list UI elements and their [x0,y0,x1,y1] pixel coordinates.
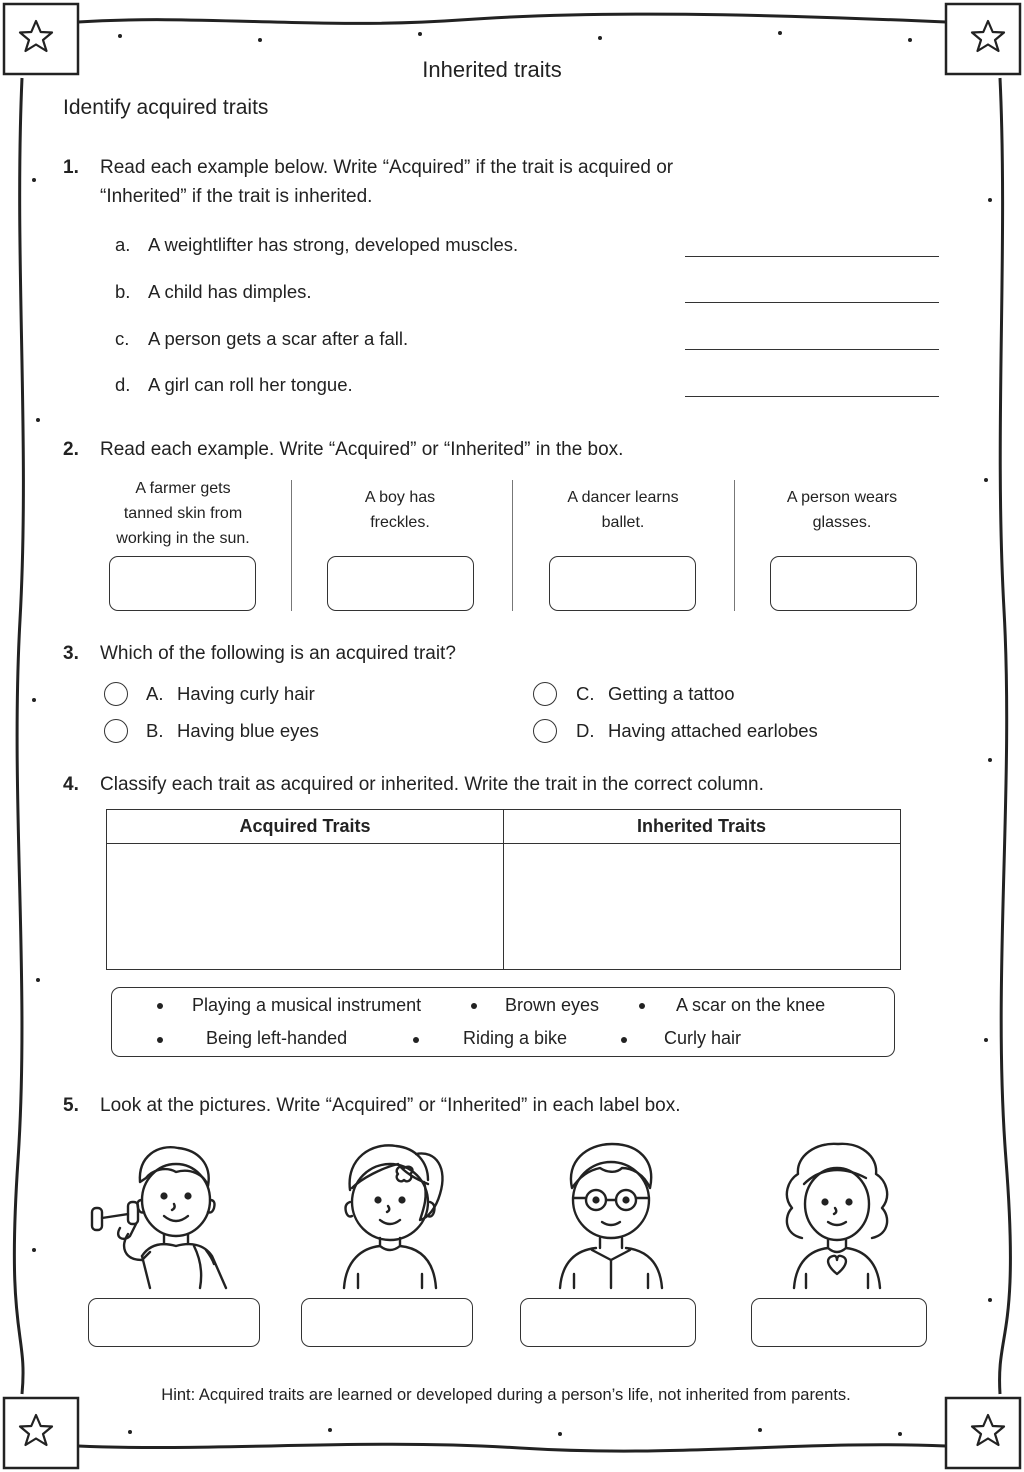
word-bank-item: Brown eyes [505,995,600,1015]
bullet-icon [413,1037,419,1043]
question-1-item-letter: c. [115,328,130,349]
caption-line: A person wears [786,489,898,506]
table-header-acquired: Acquired Traits [107,810,503,844]
radio-option-d[interactable] [533,719,557,743]
caption-line: tanned skin from [123,505,243,522]
question-1-item-text: A person gets a scar after a fall. [148,328,409,349]
star-icon [972,21,1004,51]
inherited-column-cell[interactable] [504,844,900,969]
girl-with-ponytail-icon [332,1138,452,1290]
question-1-text-line: Read each example below. Write “Acquired” if the trait is acquired or [100,157,674,178]
label-box[interactable] [751,1298,927,1347]
label-box[interactable] [88,1298,260,1347]
word-bank-item: Curly hair [664,1028,742,1048]
star-icon [20,21,52,51]
classification-table [106,809,901,970]
answer-box[interactable] [109,556,256,611]
bullet-icon [157,1003,163,1009]
option-label: Having blue eyes [177,720,319,741]
answer-line[interactable] [685,256,939,257]
option-letter: B. [146,720,164,741]
question-3-text: Which of the following is an acquired trait? [100,643,456,664]
question-2-number: 2. [63,439,79,460]
option-letter: C. [576,683,595,704]
hint-text: Hint: Acquired traits are learned or developed during a person’s life, not inherited from parents. [161,1386,851,1404]
radio-option-c[interactable] [533,682,557,706]
table-header-inherited: Inherited Traits [503,810,900,844]
question-5-number: 5. [63,1095,79,1116]
question-1-number: 1. [63,157,79,178]
question-1-item-text: A weightlifter has strong, developed muscles. [148,234,519,255]
caption-line: glasses. [812,514,872,531]
boy-lifting-dumbbell-icon [80,1138,250,1290]
radio-option-a[interactable] [104,682,128,706]
bullet-icon [471,1003,477,1009]
question-1-text [100,153,673,211]
question-3-number: 3. [63,643,79,664]
page-title: Inherited traits [422,57,562,82]
bullet-icon [639,1003,645,1009]
bullet-icon [621,1037,627,1043]
word-bank-item: Playing a musical instrument [192,995,422,1015]
question-2-text: Read each example. Write “Acquired” or “Inherited” in the box. [100,439,624,460]
caption-line: freckles. [370,514,430,531]
option-label: Getting a tattoo [608,683,735,704]
example-caption [762,485,922,535]
column-divider [512,480,513,611]
word-bank-item: Riding a bike [463,1028,568,1048]
question-4-text: Classify each trait as acquired or inherited. Write the trait in the correct column. [100,774,764,795]
answer-box[interactable] [549,556,696,611]
acquired-column-cell[interactable] [107,844,503,969]
question-1-text-line: “Inherited” if the trait is inherited. [100,186,373,207]
option-letter: D. [576,720,595,741]
question-5-text: Look at the pictures. Write “Acquired” or “Inherited” in each label box. [100,1095,681,1116]
example-caption [320,485,480,535]
label-box[interactable] [520,1298,696,1347]
boy-with-glasses-icon [552,1138,670,1290]
column-divider [291,480,292,611]
answer-line[interactable] [685,396,939,397]
star-icon [972,1415,1004,1445]
question-1-item-letter: a. [115,234,131,255]
word-bank-item: A scar on the knee [676,995,826,1015]
girl-with-curly-hair-icon [778,1138,896,1290]
answer-line[interactable] [685,349,939,350]
question-4-number: 4. [63,774,79,795]
example-caption [543,485,703,535]
bullet-icon [157,1037,163,1043]
question-1-item-letter: d. [115,374,131,395]
caption-line: working in the sun. [116,530,250,547]
page-subtitle: Identify acquired traits [63,96,269,119]
option-label: Having attached earlobes [608,720,818,741]
label-box[interactable] [301,1298,473,1347]
star-icon [20,1415,52,1445]
question-1-item-text: A child has dimples. [148,281,312,302]
column-divider [734,480,735,611]
answer-line[interactable] [685,302,939,303]
caption-line: A farmer gets [135,480,231,497]
question-1-item-text: A girl can roll her tongue. [148,374,353,395]
option-label: Having curly hair [177,683,315,704]
example-caption [102,476,264,551]
word-bank-item: Being left-handed [206,1028,348,1048]
caption-line: ballet. [601,514,645,531]
caption-line: A boy has [364,489,436,506]
answer-box[interactable] [327,556,474,611]
option-letter: A. [146,683,164,704]
radio-option-b[interactable] [104,719,128,743]
caption-line: A dancer learns [567,489,679,506]
question-1-item-letter: b. [115,281,131,302]
answer-box[interactable] [770,556,917,611]
